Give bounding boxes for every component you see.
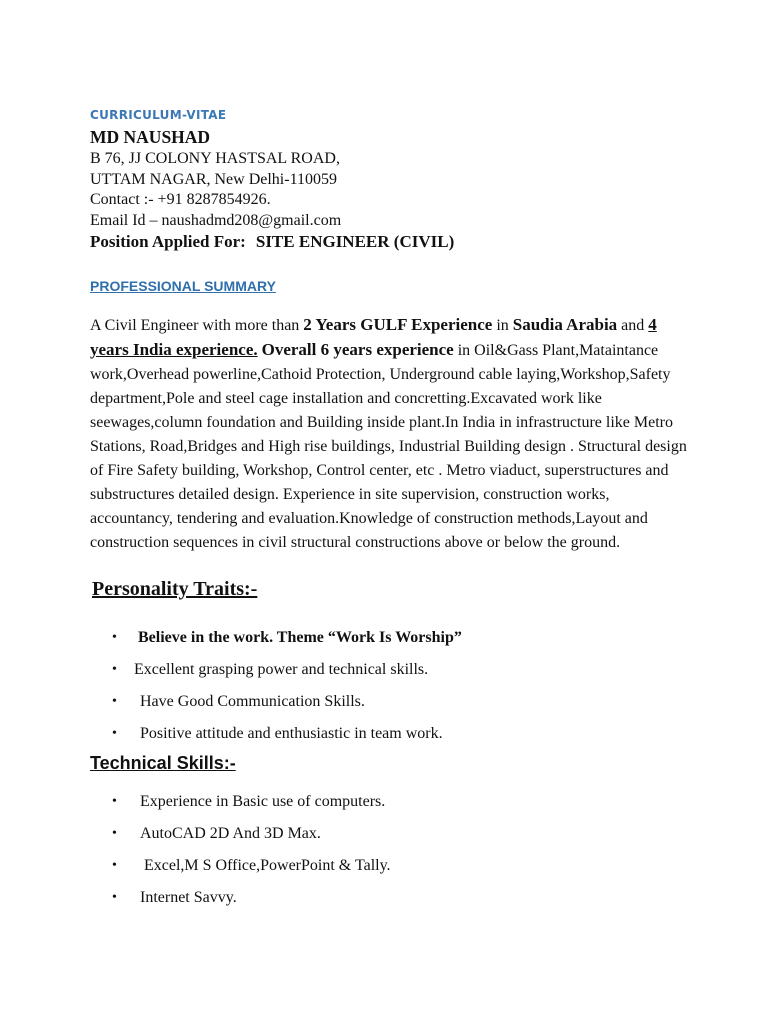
- bullet-icon: •: [112, 662, 117, 677]
- bullet-icon: •: [112, 826, 117, 841]
- bullet-icon: •: [112, 890, 117, 905]
- bullet-icon: •: [112, 794, 117, 809]
- list-item-text: Experience in Basic use of computers.: [140, 793, 386, 810]
- cv-title: CURRICULUM-VITAE: [90, 108, 227, 122]
- summary-part: and: [617, 317, 649, 334]
- technical-skills-heading: Technical Skills:-: [90, 753, 236, 773]
- summary-gulf-experience: 2 Years GULF Experience: [303, 315, 493, 334]
- position-applied: [90, 232, 454, 252]
- position-value: SITE ENGINEER (CIVIL): [255, 232, 455, 251]
- list-item-text: Excel,M S Office,PowerPoint & Tally.: [140, 857, 391, 874]
- summary-part: in: [492, 317, 513, 334]
- list-item-text: Positive attitude and enthusiastic in team work.: [140, 725, 443, 742]
- summary-part: A Civil Engineer with more than: [90, 317, 304, 334]
- list-item-text: Excellent grasping power and technical skills.: [134, 661, 429, 678]
- bullet-icon: •: [112, 630, 117, 645]
- summary-overall-experience: Overall 6 years experience: [261, 340, 454, 359]
- professional-summary-text: [90, 313, 690, 555]
- bullet-icon: •: [112, 694, 117, 709]
- address-line-2: UTTAM NAGAR, New Delhi-110059: [90, 171, 337, 188]
- bullet-icon: •: [112, 858, 117, 873]
- list-item-text: Internet Savvy.: [140, 889, 237, 906]
- summary-india-experience: 4 years India experience.: [90, 315, 657, 359]
- summary-country: Saudia Arabia: [512, 315, 618, 334]
- list-item-text: AutoCAD 2D And 3D Max.: [140, 825, 321, 842]
- contact-line: Contact :- +91 8287854926.: [90, 191, 271, 208]
- email-line: Email Id – naushadmd208@gmail.com: [90, 212, 342, 229]
- summary-part: in Oil&Gass Plant,Mataintance work,Overhead powerline,Cathoid Protection, Underground cable laying,Workshop,Safety department,Pole and steel cage installation and concretting.Excavated work like seewages,column foundation and Building inside plant.In India in infrastructure like Metro Stations, Road,Bridges and High rise buildings, Industrial Building design . Structural design of Fire Safety building, Workshop, Control center, etc . Metro viaduct, superstructures and substructures detailed design. Experience in site supervision, construction works, accountancy, tendering and evaluation.Knowledge of construction methods,Layout and construction sequences in civil structural constructions above or below the ground.: [90, 342, 687, 551]
- bullet-icon: •: [112, 726, 117, 741]
- professional-summary-heading: PROFESSIONAL SUMMARY: [90, 278, 276, 294]
- position-label: Position Applied For:: [90, 232, 246, 251]
- list-item-text: Have Good Communication Skills.: [140, 693, 365, 710]
- candidate-name: MD NAUSHAD: [90, 127, 211, 147]
- address-line-1: B 76, JJ COLONY HASTSAL ROAD,: [90, 150, 340, 167]
- list-item-text: Believe in the work. Theme “Work Is Worship”: [138, 629, 462, 646]
- personality-traits-heading: Personality Traits:-: [92, 578, 258, 600]
